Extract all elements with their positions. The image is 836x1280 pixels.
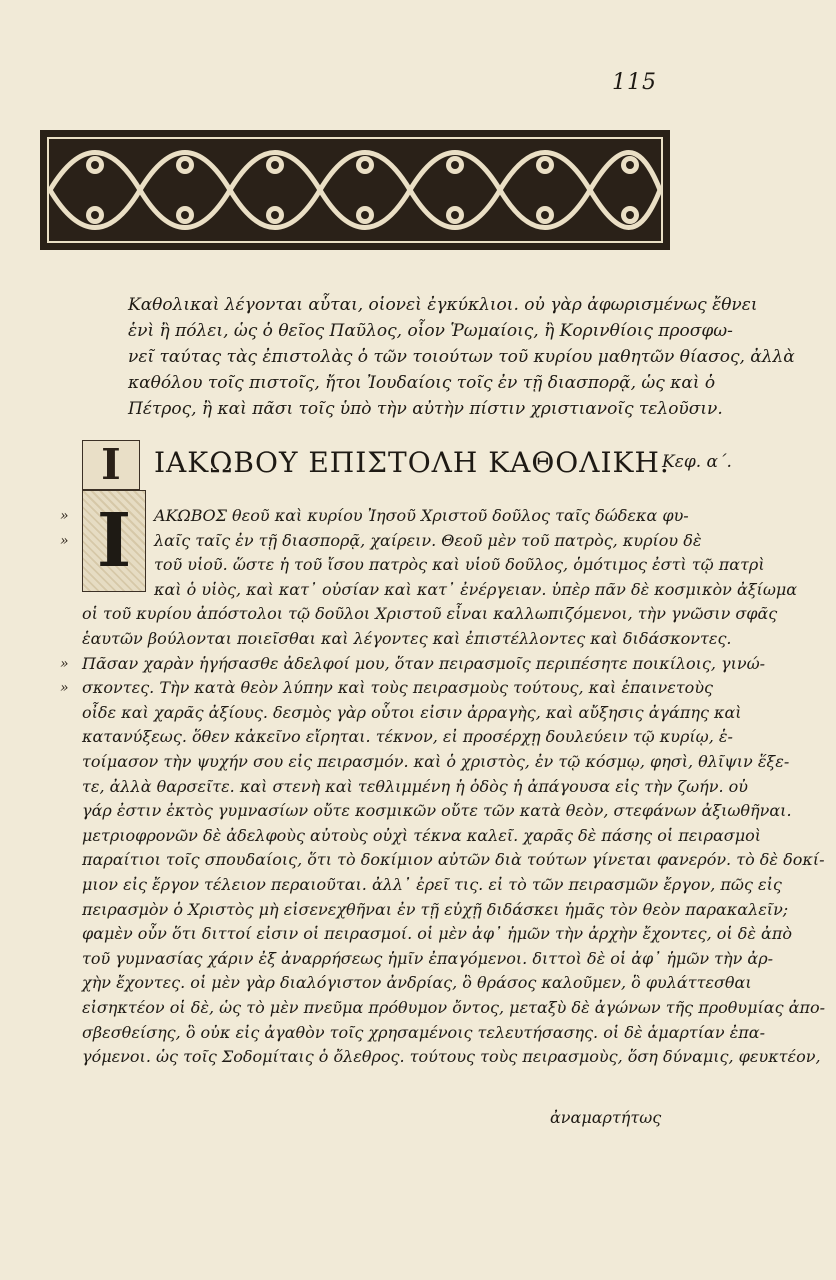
intro-line: Καθολικαὶ λέγονται αὗται, οἱονεὶ ἐγκύκλιοι. οὐ γὰρ ἀφωρισμένως ἔθνει	[128, 295, 758, 315]
text-line	[60, 504, 689, 528]
text-line	[82, 824, 762, 848]
text-line	[60, 676, 713, 700]
line-text: οἱ τοῦ κυρίου ἀπόστολοι τῷ δοῦλοι Χριστοῦ εἶναι καλλωπιζόμενοι, τὴν γνῶσιν σφᾶς	[82, 604, 778, 624]
page-number: 115	[612, 70, 657, 95]
text-line	[82, 1045, 821, 1069]
chapter-heading	[82, 440, 732, 489]
intro-line: νεῖ ταύτας τὰς ἐπιστολὰς ὁ τῶν τοιούτων τοῦ κυρίου μαθητῶν θίασος, ἀλλὰ	[128, 347, 795, 367]
text-line	[82, 848, 825, 872]
quotation-marker: »	[60, 655, 69, 672]
line-text: κατανύξεως. ὅθεν κἀκεῖνο εἴρηται. τέκνον, εἰ προσέρχῃ δουλεύειν τῷ κυρίῳ, ἑ-	[82, 727, 733, 747]
text-line	[82, 602, 778, 626]
text-line	[82, 627, 732, 651]
line-text: τε, ἀλλὰ θαρσεῖτε. καὶ στενὴ καὶ τεθλιμμένη ἡ ὁδὸς ἡ ἀπάγουσα εἰς τὴν ζωήν. οὐ	[82, 776, 749, 796]
text-line	[154, 553, 765, 577]
ornamental-initial: Ι	[82, 440, 140, 490]
text-line	[60, 652, 766, 676]
text-line	[82, 725, 733, 749]
intro-line: καθόλου τοῖς πιστοῖς, ἤτοι Ἰουδαίοις τοῖς ἐν τῇ διασπορᾷ, ὡς καὶ ὁ	[128, 373, 716, 393]
line-text: Πᾶσαν χαρὰν ἡγήσασθε ἀδελφοί μου, ὅταν πειρασμοῖς περιπέσητε ποικίλοις, γινώ-	[82, 653, 766, 673]
chapter-number: Κεφ. α΄.	[662, 452, 732, 472]
intro-line: ἑνὶ ἢ πόλει, ὡς ὁ θεῖος Παῦλος, οἷον Ῥωμαίοις, ἢ Κορινθίοις προσφω-	[128, 321, 733, 341]
line-text: εἰσηκτέον οἱ δὲ, ὡς τὸ μὲν πνεῦμα πρόθυμον ὄντος, μεταξὺ δὲ ἀγώνων τῆς προθυμίας ἀπο-	[82, 998, 826, 1017]
line-text: φαμὲν οὖν ὅτι διττοί εἰσιν οἱ πειρασμοί. οἱ μὲν ἀφ᾽ ἡμῶν τὴν ἀρχὴν ἔχοντες, οἱ δὲ ἀπὸ	[82, 924, 793, 944]
text-line	[82, 873, 782, 897]
drop-cap-letter: Ι	[96, 498, 132, 584]
text-line	[82, 701, 742, 725]
introduction-paragraph	[128, 292, 795, 422]
text-line	[82, 775, 749, 799]
line-text: τοίμασον τὴν ψυχήν σου εἰς πειρασμόν. καὶ ὁ χριστὸς, ἐν τῷ κόσμῳ, φησὶ, θλῖψιν ἕξε-	[82, 752, 790, 771]
line-text: ἑαυτῶν βούλονται ποιεῖσθαι καὶ λέγοντες καὶ ἐπιστέλλοντες καὶ διδάσκοντες.	[82, 629, 732, 648]
line-text: μιον εἰς ἔργον τέλειον περαιοῦται. ἀλλ᾽ ἐρεῖ τις. εἰ τὸ τῶν πειρασμῶν ἔργον, πῶς εἰς	[82, 875, 782, 894]
line-text: γάρ ἐστιν ἐκτὸς γυμνασίων οὔτε κοσμικῶν οὔτε τῶν κατὰ θεὸν, στεφάνων ἀξιωθῆναι.	[82, 801, 792, 821]
text-line	[60, 529, 702, 553]
text-line	[82, 1021, 765, 1045]
quotation-marker: »	[60, 508, 69, 524]
text-line	[82, 996, 826, 1020]
intro-line: Πέτρος, ἢ καὶ πᾶσι τοῖς ὑπὸ τὴν αὐτὴν πίστιν χριστιανοῖς τελοῦσιν.	[128, 399, 723, 419]
drop-cap-initial	[82, 490, 146, 592]
line-text: τοῦ υἱοῦ. ὥστε ἡ τοῦ ἴσου πατρὸς καὶ υἱοῦ δοῦλος, ὁμότιμος ἐστὶ τῷ πατρὶ	[154, 555, 765, 575]
line-text: πειρασμὸν ὁ Χριστὸς μὴ εἰσενεχθῆναι ἐν τῇ εὐχῇ διδάσκει ἡμᾶς τὸν θεὸν παρακαλεῖν;	[82, 899, 789, 919]
text-line	[82, 898, 789, 922]
line-text: παραίτιοι τοῖς σπουδαίοις, ὅτι τὸ δοκίμιον αὐτῶν διὰ τούτων γίνεται φανερόν. τὸ δὲ δοκί-	[82, 850, 825, 870]
line-text: γόμενοι. ὡς τοῖς Σοδομίταις ὁ ὄλεθρος. τούτους τοὺς πειρασμοὺς, ὅση δύναμις, φευκτέον,	[82, 1047, 821, 1067]
catchword: ἀναμαρτήτως	[550, 1108, 662, 1127]
text-line	[82, 922, 793, 946]
line-text: λαῖς ταῖς ἐν τῇ διασπορᾷ, χαίρειν. Θεοῦ μὲν τοῦ πατρὸς, κυρίου δὲ	[154, 530, 702, 550]
line-text: σβεσθείσης, ὃ οὐκ εἰς ἀγαθὸν τοῖς χρησαμένοις τελευτήσασης. οἱ δὲ ἁμαρτίαν ἐπα-	[82, 1022, 765, 1042]
line-text: τοῦ γυμνασίας χάριν ἐξ ἀναρρήσεως ἡμῖν ἐπαγόμενοι. διττοὶ δὲ οἱ ἀφ᾽ ἡμῶν τὴν ἀρ-	[82, 948, 774, 968]
text-line	[82, 750, 790, 774]
line-text: καὶ ὁ υἱὸς, καὶ κατ᾽ οὐσίαν καὶ κατ᾽ ἐνέργειαν. ὑπὲρ πᾶν δὲ κοσμικὸν ἀξίωμα	[154, 579, 798, 599]
line-text: ΑΚΩΒΟΣ θεοῦ καὶ κυρίου Ἰησοῦ Χριστοῦ δοῦλος ταῖς δώδεκα φυ-	[154, 506, 689, 525]
quotation-marker: »	[60, 532, 69, 549]
line-text: οἶδε καὶ χαρᾶς ἀξίους. δεσμὸς γὰρ οὗτοι εἰσιν ἀρραγὴς, καὶ αὔξησις ἀγάπης καὶ	[82, 702, 742, 722]
text-line	[154, 578, 798, 602]
text-line	[82, 971, 752, 995]
line-text: μετριοφρονῶν δὲ ἀδελφοὺς αὐτοὺς οὐχὶ τέκνα καλεῖ. χαρᾶς δὲ πάσης οἱ πειρασμοὶ	[82, 825, 762, 845]
line-text: σκοντες. Τὴν κατὰ θεὸν λύπην καὶ τοὺς πειρασμοὺς τούτους, καὶ ἐπαινετοὺς	[82, 678, 713, 698]
quotation-marker: »	[60, 680, 69, 697]
text-line	[82, 947, 774, 971]
chapter-title: ΙΑΚΩΒΟΥ ΕΠΙΣΤΟΛΗ ΚΑΘΟΛΙΚΗ.	[154, 446, 670, 479]
line-text: χὴν ἔχοντες. οἱ μὲν γὰρ διαλόγιστον ἀνδρίας, ὃ θράσος καλοῦμεν, ὃ φυλάττεσθαι	[82, 973, 752, 993]
decorative-headpiece	[40, 130, 670, 250]
text-line	[82, 799, 792, 823]
